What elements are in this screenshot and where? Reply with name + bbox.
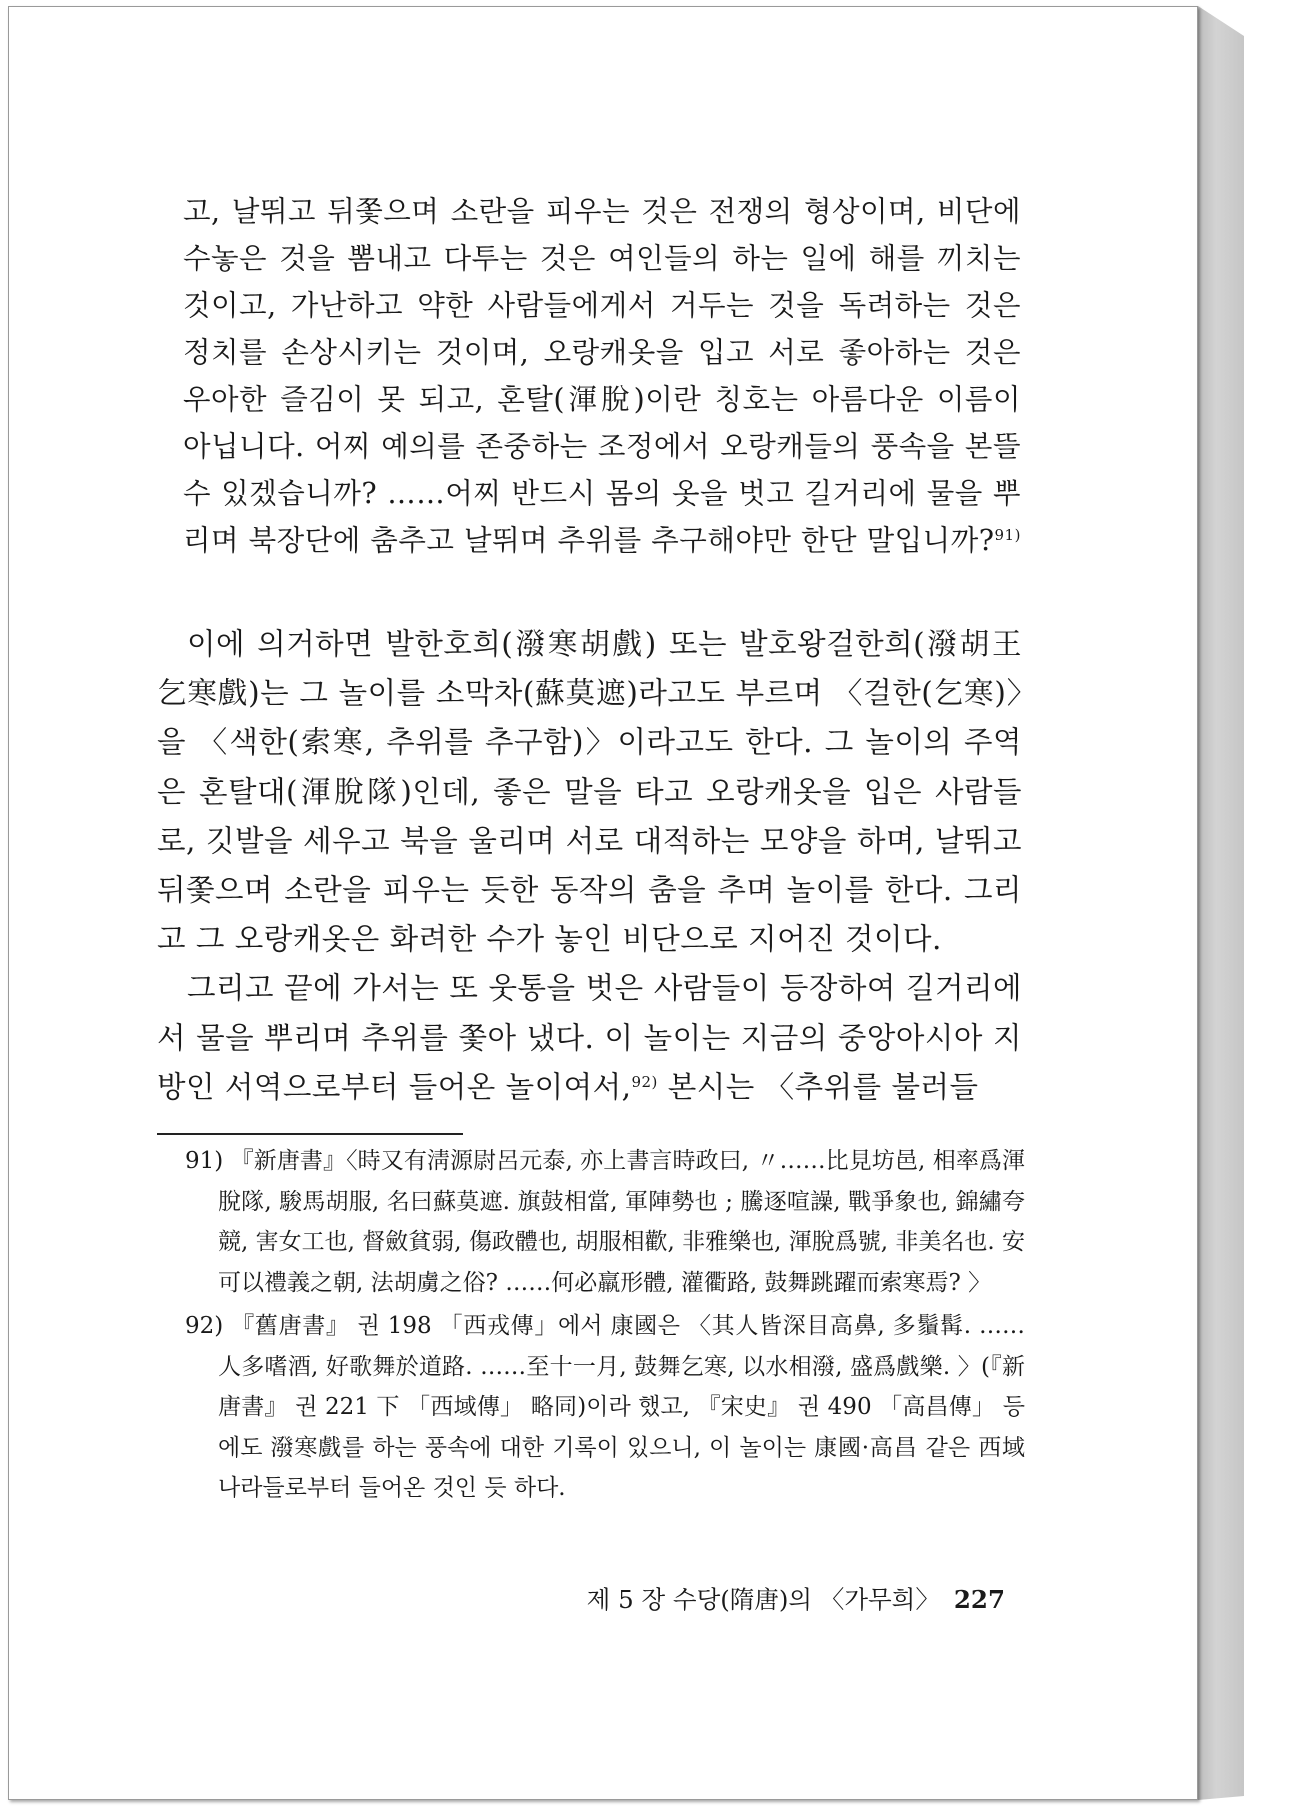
footnote-91: 91) 『新唐書』〈時又有淸源尉呂元泰, 亦上書言時政曰, 〃……比見坊邑, 相率爲渾脫隊, 駿馬胡服, 名曰蘇莫遮. 旗鼓相當, 軍陣勢也 ; 騰逐喧譟, 戰爭象也, 錦繡夸競, 害女工也, 督斂貧弱, 傷政體也, 胡服相歡, 非雅樂也, 渾脫爲號, 非美名也. 安可以禮義之朝, 法胡虜之俗? ……何必羸形體, 灌衢路, 鼓舞跳躍而索寒焉? 〉 xyxy=(185,1148,1025,1296)
paragraph-2-part-1: 그리고 끝에 가서는 또 웃통을 벗은 사람들이 등장하여 길거리에서 물을 뿌리며 추위를 쫓아 냈다. 이 놀이는 지금의 중앙아시아 지방인 서역으로부터 들어온 놀이여서, xyxy=(157,971,1022,1104)
quotation-text xyxy=(183,188,1021,564)
footnote-ref-91: 91) xyxy=(994,526,1021,544)
chapter-title: 제 5 장 수당(隋唐)의 〈가무희〉 xyxy=(586,1585,940,1614)
footnote-ref-92: 92) xyxy=(631,1072,658,1091)
paragraph-2 xyxy=(157,964,1022,1112)
paragraph-1: 이에 의거하면 발한호희(潑寒胡戲) 또는 발호왕걸한희(潑胡王乞寒戲)는 그 놀이를 소막차(蘇莫遮)라고도 부르며 〈걸한(乞寒)〉을 〈색한(索寒, 추위를 추구함)〉이라고도 한다. 그 놀이의 주역은 혼탈대(渾脫隊)인데, 좋은 말을 타고 오랑캐옷을 입은 사람들로, 깃발을 세우고 북을 울리며 서로 대적하는 모양을 하며, 날뛰고 뒤쫓으며 소란을 피우는 듯한 동작의 춤을 추며 놀이를 한다. 그리고 그 오랑캐옷은 화려한 수가 놓인 비단으로 지어진 것이다. xyxy=(157,627,1022,957)
paragraph-2-part-2: 본시는 〈추위를 불러들 xyxy=(657,1069,979,1104)
quotation-block xyxy=(183,188,1021,564)
footnote-92: 92) 『舊唐書』 권 198 「西戎傳」에서 康國은 〈其人皆深目高鼻, 多鬚髯. ……人多嗜酒, 好歌舞於道路. ……至十一月, 鼓舞乞寒, 以水相潑, 盛爲戲樂. 〉(『新唐書』 권 221 下 「西域傳」 略同)이라 했고, 『宋史』 권 490 「高昌傳」 등에도 潑寒戲를 하는 풍속에 대한 기록이 있으니, 이 놀이는 康國·高昌 같은 西域 나라들로부터 들어온 것인 듯 하다. xyxy=(185,1313,1025,1501)
footnote-divider xyxy=(157,1133,463,1135)
footnotes xyxy=(185,1141,1025,1512)
quotation-body: 고, 날뛰고 뒤쫓으며 소란을 피우는 것은 전쟁의 형상이며, 비단에 수놓은 것을 뽐내고 다투는 것은 여인들의 하는 일에 해를 끼치는 것이고, 가난하고 약한 사람들에게서 거두는 것을 독려하는 것은 정치를 손상시키는 것이며, 오랑캐옷을 입고 서로 좋아하는 것은 우아한 즐김이 못 되고, 혼탈(渾脫)이란 칭호는 아름다운 이름이 아닙니다. 어찌 예의를 존중하는 조정에서 오랑캐들의 풍속을 본뜰 수 있겠습니까? ……어찌 반드시 몸의 옷을 벗고 길거리에 물을 뿌리며 북장단에 춤추고 날뛰며 추위를 추구해야만 한단 말입니까? xyxy=(183,195,1021,557)
running-footer xyxy=(560,1582,1005,1618)
book-spine-edge xyxy=(1198,6,1244,1800)
body-text xyxy=(157,620,1022,1112)
page-number: 227 xyxy=(953,1585,1005,1614)
